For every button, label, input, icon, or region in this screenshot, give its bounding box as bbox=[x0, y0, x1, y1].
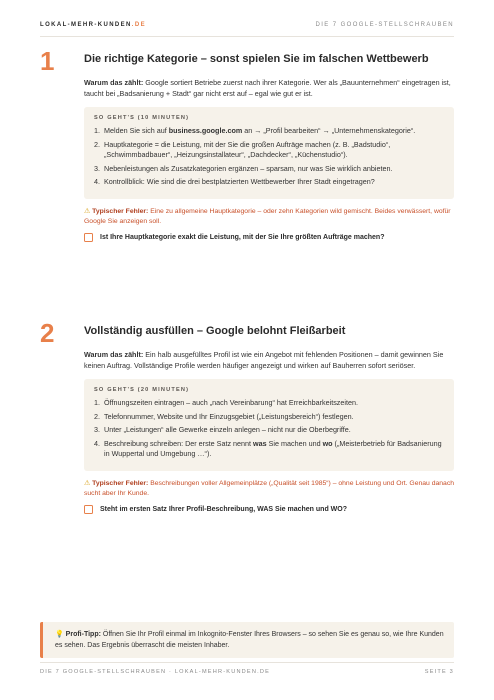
step-number: 3. bbox=[94, 425, 100, 434]
step-text-bold: business.google.com bbox=[168, 126, 243, 135]
step-text-part: an → „Profil bearbeiten“ → „Unternehmenskategorie“. bbox=[242, 126, 416, 135]
section-number: 1 bbox=[40, 46, 55, 76]
lightbulb-icon: 💡 bbox=[55, 631, 64, 638]
page-number: SEITE 3 bbox=[424, 669, 454, 675]
why-text: Ein halb ausgefülltes Profil ist wie ein Angebot mit fehlenden Positionen – damit gewinnen Sie keinen Auftrag. Vollständige Profile werden häufiger angezeigt und wirken auf Bauherren sofort seriöser. bbox=[84, 350, 444, 370]
footer-divider bbox=[40, 662, 454, 663]
step-text: Unter „Leistungen“ alle Gewerke einzeln anlegen – nicht nur die Oberbegriffe. bbox=[104, 425, 351, 434]
howto-box bbox=[84, 379, 454, 471]
step-text-part: Beschreibung schreiben: Der erste Satz nennt bbox=[104, 438, 254, 448]
step-item bbox=[94, 177, 444, 188]
step-text-part: Sie machen und bbox=[266, 438, 323, 448]
typical-mistake bbox=[84, 207, 454, 227]
header-divider bbox=[40, 36, 454, 37]
step-text: Öffnungszeiten eintragen – auch „nach Vereinbarung“ hat Erreichbarkeitszeiten. bbox=[104, 398, 358, 407]
step-number: 1. bbox=[94, 126, 100, 135]
steps-list bbox=[94, 126, 444, 188]
mistake-text: Eine zu allgemeine Hauptkategorie – oder zehn Kategorien wild gemischt. Beides verwässert, wofür Google Sie anzeigen soll. bbox=[84, 207, 451, 225]
warning-icon: ⚠ bbox=[84, 479, 91, 487]
pro-tip-box bbox=[40, 622, 454, 658]
why-label: Warum das zählt: bbox=[84, 78, 144, 87]
step-text: Kontrollblick: Wie sind die drei bestplatzierten Wettbewerber Ihrer Stadt eingetragen? bbox=[104, 177, 375, 186]
typical-mistake bbox=[84, 479, 454, 499]
step-number: 3. bbox=[94, 163, 100, 173]
mistake-text: Beschreibungen voller Allgemeinplätze („Qualität seit 1985“) – ohne Leistung und Ort. Genau danach sucht aber Ihr Kunde. bbox=[84, 479, 454, 497]
footer-left: DIE 7 GOOGLE-STELLSCHRAUBEN · LOKAL-MEHR-KUNDEN.DE bbox=[40, 669, 271, 675]
step-text: Hauptkategorie = die Leistung, mit der Sie die großen Aufträge machen (z. B. „Badstudio“, „Schwimmbadbauer“, „Heizungsinstallateur“, „Dachdecker“, „Küchenstudio“). bbox=[104, 139, 391, 159]
section-1 bbox=[40, 46, 454, 243]
step-text bbox=[104, 126, 415, 137]
step-text-part: („Meisterbetrieb für Badsanierung in Wuppertal und Umgebung …“). bbox=[104, 438, 442, 458]
section-number: 2 bbox=[40, 318, 55, 348]
section-title: Die richtige Kategorie – sonst spielen Sie im falschen Wettbewerb bbox=[84, 53, 429, 65]
checklist-text: Ist Ihre Hauptkategorie exakt die Leistung, mit der Sie Ihre größten Aufträge machen? bbox=[100, 233, 385, 241]
why-label: Warum das zählt: bbox=[84, 350, 144, 359]
howto-box bbox=[84, 107, 454, 199]
step-item bbox=[94, 425, 444, 436]
step-text-part: Melden Sie sich auf bbox=[104, 126, 169, 135]
step-item bbox=[94, 398, 444, 409]
step-item bbox=[94, 126, 444, 137]
step-text-bold: was bbox=[253, 438, 267, 448]
checklist-item[interactable] bbox=[84, 505, 454, 515]
page-footer bbox=[40, 669, 454, 675]
tip-label: Profi-Tipp: bbox=[65, 631, 101, 638]
step-item bbox=[94, 412, 444, 423]
page-header bbox=[40, 22, 454, 28]
step-text: Nebenleistungen als Zusatzkategorien ergänzen – sparsam, nur was Sie wirklich anbieten. bbox=[104, 163, 393, 173]
mistake-label: Typischer Fehler: bbox=[92, 207, 149, 215]
brand-logo bbox=[40, 22, 146, 28]
tip-text: Öffnen Sie Ihr Profil einmal im Inkognito-Fenster Ihres Browsers – so sehen Sie es genau so, wie Ihre Kunden es sehen. Das Ergebnis überrascht die meisten Inhaber. bbox=[55, 631, 444, 649]
steps-list bbox=[94, 398, 444, 460]
header-doc-title: DIE 7 GOOGLE-STELLSCHRAUBEN bbox=[315, 22, 454, 28]
step-item bbox=[94, 140, 444, 161]
step-number: 4. bbox=[94, 438, 100, 448]
step-text: Telefonnummer, Website und Ihr Einzugsgebiet („Leistungsbereich“) festlegen. bbox=[104, 411, 354, 421]
step-number: 2. bbox=[94, 139, 100, 149]
warning-icon: ⚠ bbox=[84, 207, 91, 215]
step-number: 2. bbox=[94, 411, 100, 421]
brand-tld: .DE bbox=[131, 22, 146, 28]
why-paragraph bbox=[84, 349, 454, 371]
step-number: 1. bbox=[94, 398, 100, 407]
mistake-label: Typischer Fehler: bbox=[92, 479, 149, 487]
brand-name: LOKAL-MEHR-KUNDEN bbox=[40, 22, 132, 28]
step-text bbox=[104, 439, 444, 460]
checkbox[interactable] bbox=[84, 505, 93, 514]
checklist-item[interactable] bbox=[84, 233, 454, 243]
section-title: Vollständig ausfüllen – Google belohnt Fleißarbeit bbox=[84, 325, 346, 337]
section-2 bbox=[40, 318, 454, 515]
checkbox[interactable] bbox=[84, 233, 93, 242]
step-item bbox=[94, 439, 444, 460]
step-item bbox=[94, 164, 444, 175]
howto-label: SO GEHT'S (10 MINUTEN) bbox=[94, 115, 190, 121]
step-text-bold: wo bbox=[322, 438, 333, 448]
howto-label: SO GEHT'S (20 MINUTEN) bbox=[94, 387, 190, 393]
why-paragraph bbox=[84, 77, 454, 99]
why-text: Google sortiert Betriebe zuerst nach ihrer Kategorie. Wer als „Bauunternehmen“ eingetragen ist, taucht bei „Badsanierung + Stadt“ gar nicht erst auf – egal wie gut er ist. bbox=[84, 78, 451, 98]
checklist-text: Steht im ersten Satz Ihrer Profil-Beschreibung, WAS Sie machen und WO? bbox=[100, 505, 347, 513]
step-number: 4. bbox=[94, 177, 100, 186]
